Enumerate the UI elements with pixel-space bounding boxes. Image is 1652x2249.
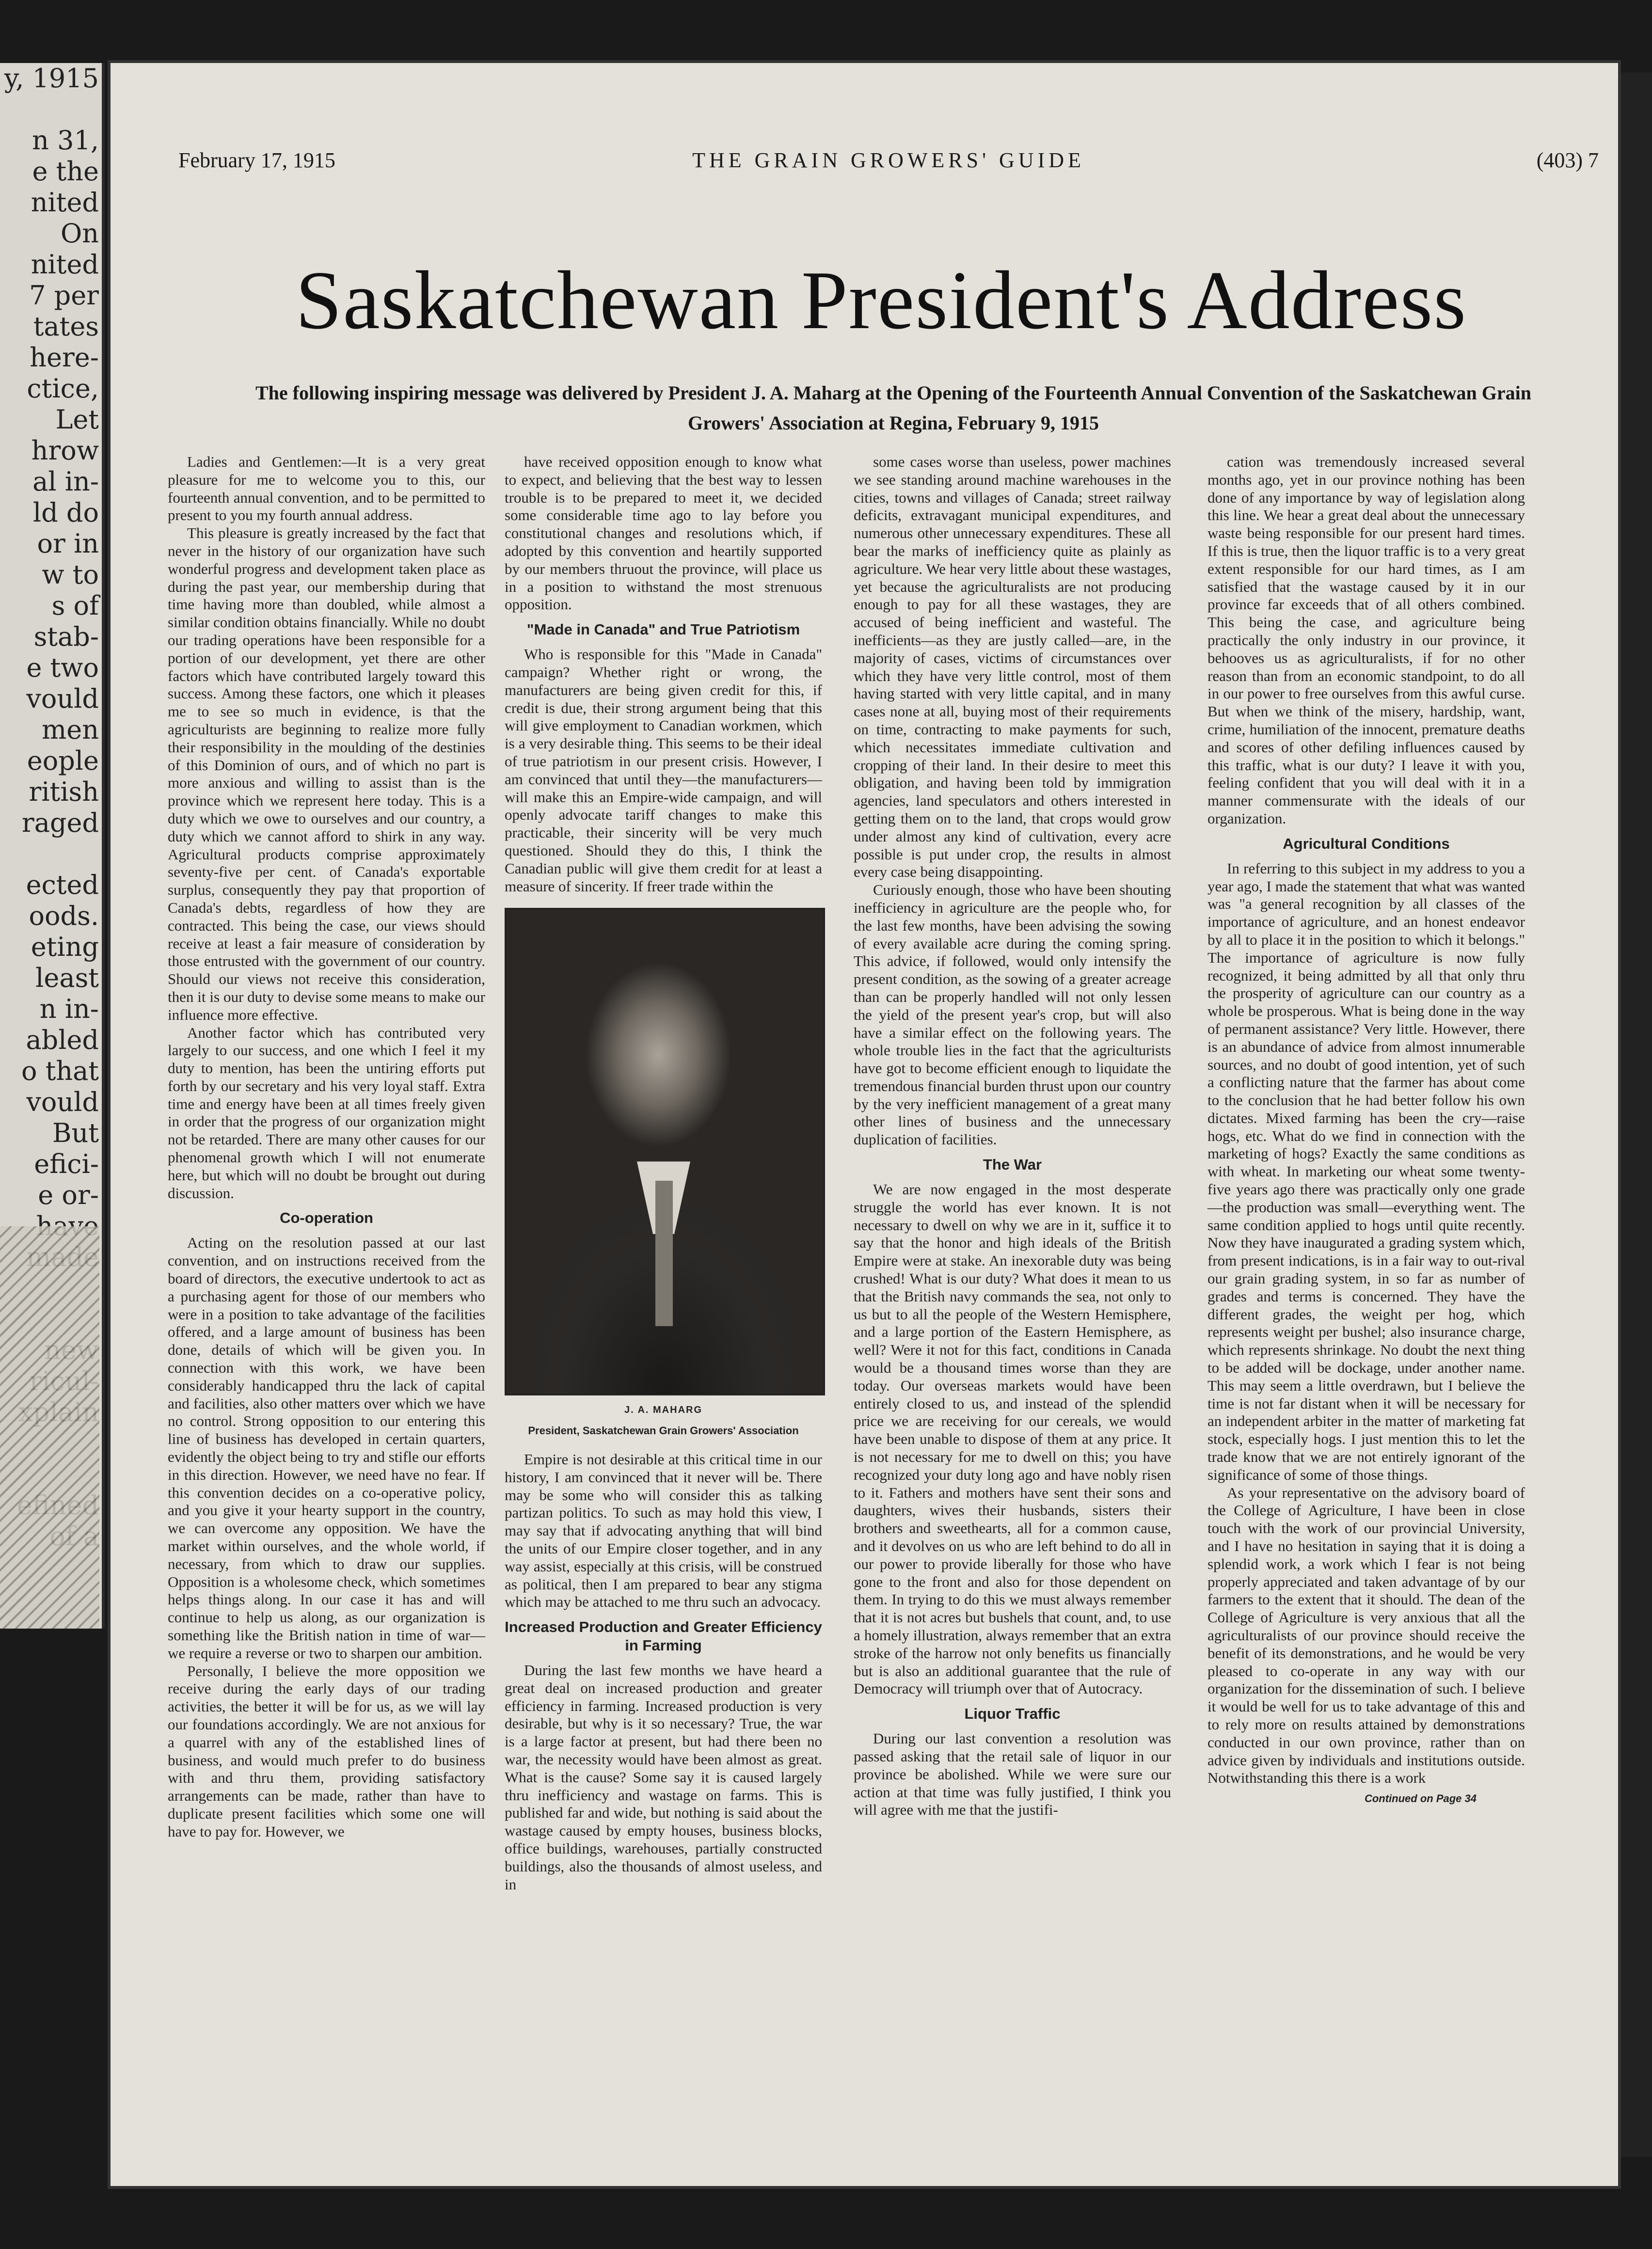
paragraph: Personally, I believe the more opposition we receive during the early days of our trading activities, the better it will be for us, as we will lay our foundations accordingly. We are not anxious for a quarrel with any of the established lines of business, and would much prefer to do business with and thru them, providing satisfactory arrangements can be made, rather than have to duplicate present facilities which some one will have to pay for. However, we (168, 1662, 485, 1840)
paragraph: cation was tremendously increased several months ago, yet in our province nothing has been done of any importance by way of legislation along this line. We hear a great deal about the unnecessary waste being responsible for our present hard times. If this is true, then the liquor traffic is to a very great extent responsible for our hard times, as I am satisfied that the wastage caused by it in our province far exceeds that of all others combined. This being the case, and agriculture being practically the only industry in our province, it behooves us as agriculturalists, if for no other reason than from an economic standpoint, to do all in our power to free ourselves from this awful curse. But when we think of the misery, hardship, want, crime, humiliation of the innocent, premature deaths and scores of other defiling influences caused by this traffic, what is our duty? I leave it with you, feeling confident that you will deal with it in a manner commensurate with the ideals of our organization. (1207, 453, 1525, 827)
paragraph: some cases worse than useless, power machines we see standing around machine warehouses in the cities, towns and villages of Canada; street railway deficits, extravagant municipal expenditures, and numerous other unnecessary expenditures. These all bear the marks of inefficiency quite as plainly as agriculture. We hear very little about these wastages, yet because the agriculturalists are not producing enough to pay for all these wastages, they are accused of being inefficient and wasteful. The inefficients—as they are justly called—are, in the majority of cases, victims of circumstances over which they have very little control, most of them having started with very little capital, and in many cases none at all, buying most of their requirements on time, contracting to make payments for such, which necessitates immediate cultivation and cropping of their land. In their desire to meet this obligation, and having been told by immigration agencies, land speculators and others interested in getting them on to the land, that crops would grow under almost any kind of cultivation, every acre possible is put under crop, the results in almost every case being disappointing. (854, 453, 1171, 881)
section-heading: Agricultural Conditions (1283, 835, 1450, 852)
page-number: (403) 7 (1536, 148, 1599, 172)
adjacent-page-fragment: least (35, 963, 99, 993)
paragraph: Empire is not desirable at this critical time in our history, I am convinced that it never will be. There may be some who will consider this as talking partizan politics. To such as may hold this view, I may say that if advocating anything that will bind the units of our Empire closer together, and in any way assist, especially at this crisis, will be construed as political, then I am prepared to bear any stigma which may be attached to me thru such an advocacy. (505, 1450, 822, 1611)
adjacent-page-fragment: tates (33, 311, 99, 342)
adjacent-page-fragment: ctice, (27, 373, 99, 404)
adjacent-page-strip (0, 63, 105, 1629)
adjacent-page-fragment: eting (31, 932, 99, 962)
section-heading: Co-operation (280, 1209, 373, 1227)
paragraph: We are now engaged in the most desperate struggle the world has ever known. It is not necessary to dwell on why we are in it, suffice it to say that the honor and high ideals of the British Empire were at stake. An inexorable duty was being crushed! What is our duty? What does it mean to us that the British navy commands the sea, not only to us but to all the people of the Western Hemisphere, and a large portion of the Eastern Hemisphere, as well? Were it not for this fact, conditions in Canada would be a thousand times worse than they are today. Our overseas markets would have been entirely closed to us, and instead of the splendid price we are receiving for our cereals, we would have been unable to dispose of them at any price. It is not necessary for me to dwell on this; you have recognized your duty long ago and have nobly risen to it. Fathers and mothers have sent their sons and daughters, wives their husbands, sisters their brothers and sweethearts, all for a common cause, and it devolves on us who are left behind to do all in our power to provide liberally for those who have gone to the front and also for those dependent on them. In trying to do this we must always remember that it is not acres but bushels that count, and, to use a homely illustration, always remember that an extra stroke of the harrow not only benefits us financially but is also an additional guarantee that the rule of Democracy will triumph over that of Autocracy. (854, 1181, 1171, 1697)
adjacent-page-fragment: n 31, (32, 125, 99, 156)
paper-name: THE GRAIN GROWERS' GUIDE (692, 148, 1085, 172)
section-heading: Liquor Traffic (964, 1705, 1061, 1723)
section-heading: The War (983, 1156, 1042, 1173)
paragraph: During our last convention a resolution was passed asking that the retail sale of liquor in our province be abolished. While we were sure our action at that time was fully justified, I think you will agree with me that the justifi- (854, 1730, 1171, 1819)
adjacent-page-fragment: But (52, 1118, 99, 1148)
paragraph: Who is responsible for this "Made in Canada" campaign? Whether right or wrong, the manufacturers are being given credit for this, if credit is due, their strong argument being that this will give employment to Canadian workmen, which is a very desirable thing. This seems to be their ideal of true patriotism in our present crisis. However, I am convinced that until they—the manufacturers—will make this an Empire-wide campaign, and will openly advocate tariff changes to make this practicable, their sincerity will be very much questioned. Should they do this, I think the Canadian public will give them credit for at least a measure of sincerity. If freer trade within the (505, 646, 822, 895)
article-column-2 (505, 453, 822, 1893)
continued-notice: Continued on Page 34 (1364, 1792, 1477, 1805)
newspaper-page (111, 63, 1618, 2186)
adjacent-page-fragment: e or- (38, 1180, 99, 1210)
paragraph: have received opposition enough to know what to expect, and believing that the best way to lessen trouble is to be prepared to meet it, we decided some considerable time ago to lay before you constitutional changes and resolutions which, if adopted by this convention and heartily supported by our members thruout the province, will place us in a position to withstand the most strenuous opposition. (505, 453, 822, 613)
adjacent-page-fragment: y, 1915 (4, 63, 99, 94)
paragraph: Another factor which has contributed very largely to our success, and one which I feel it my duty to mention, has been the untiring efforts put forth by our secretary and his very loyal staff. Extra time and energy have been at all times freely given in order that the progress of our organization might not be retarded. There are many other causes for our phenomenal growth which I will not enumerate here, but which will no doubt be brought out during discussion. (168, 1024, 485, 1202)
adjacent-page-fragment: eople (27, 745, 99, 776)
adjacent-page-fragment: raged (21, 808, 99, 838)
adjacent-page-fragment: stab- (33, 621, 99, 652)
adjacent-page-fragment (0, 839, 102, 870)
adjacent-page-fragment: nited (31, 187, 99, 218)
portrait-photo (505, 908, 825, 1395)
adjacent-page-fragment (0, 94, 102, 125)
adjacent-page-fragment: al in- (32, 466, 99, 497)
article-column-4 (1207, 453, 1525, 1808)
paragraph: In referring to this subject in my address to you a year ago, I made the statement that what was wanted was "a general recognition by all classes of the importance of agriculture, and an honest endeavor by all to place it in the position to which it belongs." The importance of agriculture is now fully recognized, it being admitted by all that only thru the prosperity of agriculture can our country as a whole be prosperous. What is being done in the way of permanent assistance? Very little. However, there is an abundance of advice from almost innumerable sources, and no doubt of good intention, yet of such a conflicting nature that the farmer has about come to the conclusion that he had better follow his own dictates. Mixed farming has been the cry—raise hogs, etc. What do we find in connection with the marketing of hogs? Exactly the same conditions as with wheat. In marketing our wheat some twenty-five years ago there was practically only one grade—the production was small—everything went. The same condition applied to hogs until quite recently. Now they have inaugurated a grading system which, from present indications, is in a fair way to out-rival our grain grading system, in so far as number of grades and terms is concerned. They have the different grades, the weight per hog, which represents weight per bushel; also insurance charge, which represents shrinkage. No doubt the next thing to be added will be dockage, under another name. This may seem a little overdrawn, but I believe the time is not far distant when it will be necessary for an independent arbiter in the matter of marketing fat stock, especially hogs. I just mention this to let the trade know that we are not entirely ignorant of the significance of some of those things. (1207, 859, 1525, 1483)
article-column-3 (854, 453, 1171, 1819)
section-heading: Increased Production and Greater Efficiency in Farming (505, 1618, 822, 1654)
portrait-tie (655, 1181, 673, 1326)
paragraph: Acting on the resolution passed at our last convention, and on instructions received from the board of directors, the executive undertook to act as a purchasing agent for those of our members who were in a position to take advantage of the facilities offered, and a large amount of business has been done, details of which will be given you. In connection with this work, we have been considerably handicapped thru the lack of capital and facilities, also other matters over which we have no control. Strong opposition to our entering this line of business has developed in certain quarters, evidently the object being to try and stifle our efforts in this direction. However, we need have no fear. If this convention decides on a co-operative policy, and you give it your hearty support in the country, we can overcome any opposition. We have the market within ourselves, and the whole world, if necessary, from which to draw our supplies. Opposition is a wholesome check, which sometimes helps things along. In our case it has and will continue to help us along, as our organization is something like the British nation in time of war—we require a reverse or two to sharpen our ambition. (168, 1234, 485, 1662)
issue-date: February 17, 1915 (178, 148, 335, 172)
adjacent-page-fragment: here- (30, 342, 99, 373)
photo-caption-title: President, Saskatchewan Grain Growers' Association (528, 1425, 799, 1437)
adjacent-page-fragment: men (42, 714, 99, 745)
adjacent-page-fragment: e the (32, 156, 99, 187)
paragraph: This pleasure is greatly increased by the fact that never in the history of our organization have such wonderful progress and development taken place as during the past year, our membership during that time having more than doubled, while almost a similar condition obtains financially. While no doubt our trading operations have been responsible for a portion of our development, yet there are other factors which have contributed largely toward this success. Among these factors, one which it pleases me to see so much in evidence, is that the agriculturists are beginning to realize more fully their responsibility in the moulding of the destinies of this Dominion of ours, and of which no part is more anxious and willing to assist than is the province which we represent here today. This is a duty which we owe to ourselves and our country, a duty which we cannot afford to shirk in any way. Agricultural products comprise approximately seventy-five per cent. of Canada's exportable surplus, consequently they pay that proportion of Canada's debts, regardless of how they are contracted. This being the case, our views should receive at least a fair measure of consideration by those entrusted with the government of our country. Should our views not receive this consideration, then it is our duty to devise some means to make our influence more effective. (168, 524, 485, 1023)
paragraph: Curiously enough, those who have been shouting inefficiency in agriculture are the people who, for the last few months, have been advising the sowing of every available acre during the coming spring. This advice, if followed, would only intensify the present condition, as the sowing of a greater acreage than can be properly handled will not only lessen the yield of the present year's crop, but will also have a similar effect on the following years. The whole trouble lies in the fact that the agriculturists have got to become efficient enough to liquidate the tremendous financial burden thrust upon our country by the very inefficient management of a great many other lines of business and the unnecessary duplication of facilities. (854, 881, 1171, 1148)
page-header (178, 148, 1599, 182)
adjacent-page-fragment: s of (51, 590, 99, 621)
adjacent-page-illustration (0, 1226, 99, 1629)
adjacent-page-fragment: oods. (29, 901, 99, 931)
adjacent-page-fragment: On (60, 218, 99, 249)
section-heading: "Made in Canada" and True Patriotism (526, 621, 800, 638)
paragraph: During the last few months we have heard a great deal on increased production and greater efficiency in farming. Increased production is very desirable, but why is it so necessary? True, the war is a large factor at present, but had there been no war, the necessity would have been almost as great. What is the cause? Some say it is caused largely thru inefficiency and wastage on farms. This is published far and wide, but nothing is said about the wastage caused by empty houses, business blocks, office buildings, warehouses, partially constructed buildings, also the thousands of almost useless, and in (505, 1662, 822, 1893)
subheadline: The following inspiring message was delivered by President J. A. Maharg at the Opening of the Fourteenth Annual Convention of the Saskatchewan Grain Growers' Association at Regina, February 9, 1915 (255, 382, 1531, 434)
adjacent-page-fragment: abled (26, 1025, 99, 1055)
paragraph: As your representative on the advisory board of the College of Agriculture, I have been in close touch with the work of our provincial University, and I have no hesitation in saying that it is doing a splendid work, a work which I fear is not being properly appreciated and taken advantage of by our farmers to the extent that it should. The dean of the College of Agriculture is very anxious that all the agriculturalists of our province should receive the benefit of its demonstrations, and he would be very pleased to co-operate in any way with our organization for the dissemination of such. I believe it would be well for us to take advantage of this and to rely more on results attained by demonstrations conducted in our own province, rather than on advice given by individuals and institutions outside. Notwithstanding this there is a work (1207, 1484, 1525, 1787)
adjacent-page-fragment: ected (26, 870, 99, 900)
adjacent-page-fragment: ld do (32, 497, 99, 528)
adjacent-page-fragment: o that (21, 1056, 99, 1086)
headline: Saskatchewan President's Address (295, 254, 1467, 347)
adjacent-page-fragment: efici- (34, 1149, 99, 1179)
paragraph: Ladies and Gentlemen:—It is a very great pleasure for me to welcome you to this, our fourteenth annual convention, and to be permitted to present to you my fourth annual address. (168, 453, 485, 524)
adjacent-page-fragment: e two (26, 652, 99, 683)
adjacent-page-fragment: hrow (31, 435, 99, 466)
scan-edge (1621, 73, 1652, 2157)
adjacent-page-fragment: ritish (29, 776, 99, 807)
adjacent-page-fragment: or in (37, 528, 99, 559)
adjacent-page-fragment: vould (26, 1087, 99, 1117)
portrait-block (505, 908, 822, 1440)
photo-caption-name: J. A. MAHARG (624, 1405, 703, 1416)
adjacent-page-fragment: Let (55, 404, 99, 435)
adjacent-page-fragment: vould (26, 683, 99, 714)
adjacent-page-fragment: 7 per (29, 280, 99, 311)
article-column-1 (168, 453, 485, 1841)
adjacent-page-fragment: nited (31, 249, 99, 280)
adjacent-page-fragment: n in- (39, 994, 99, 1024)
adjacent-page-fragment: w to (42, 559, 99, 590)
